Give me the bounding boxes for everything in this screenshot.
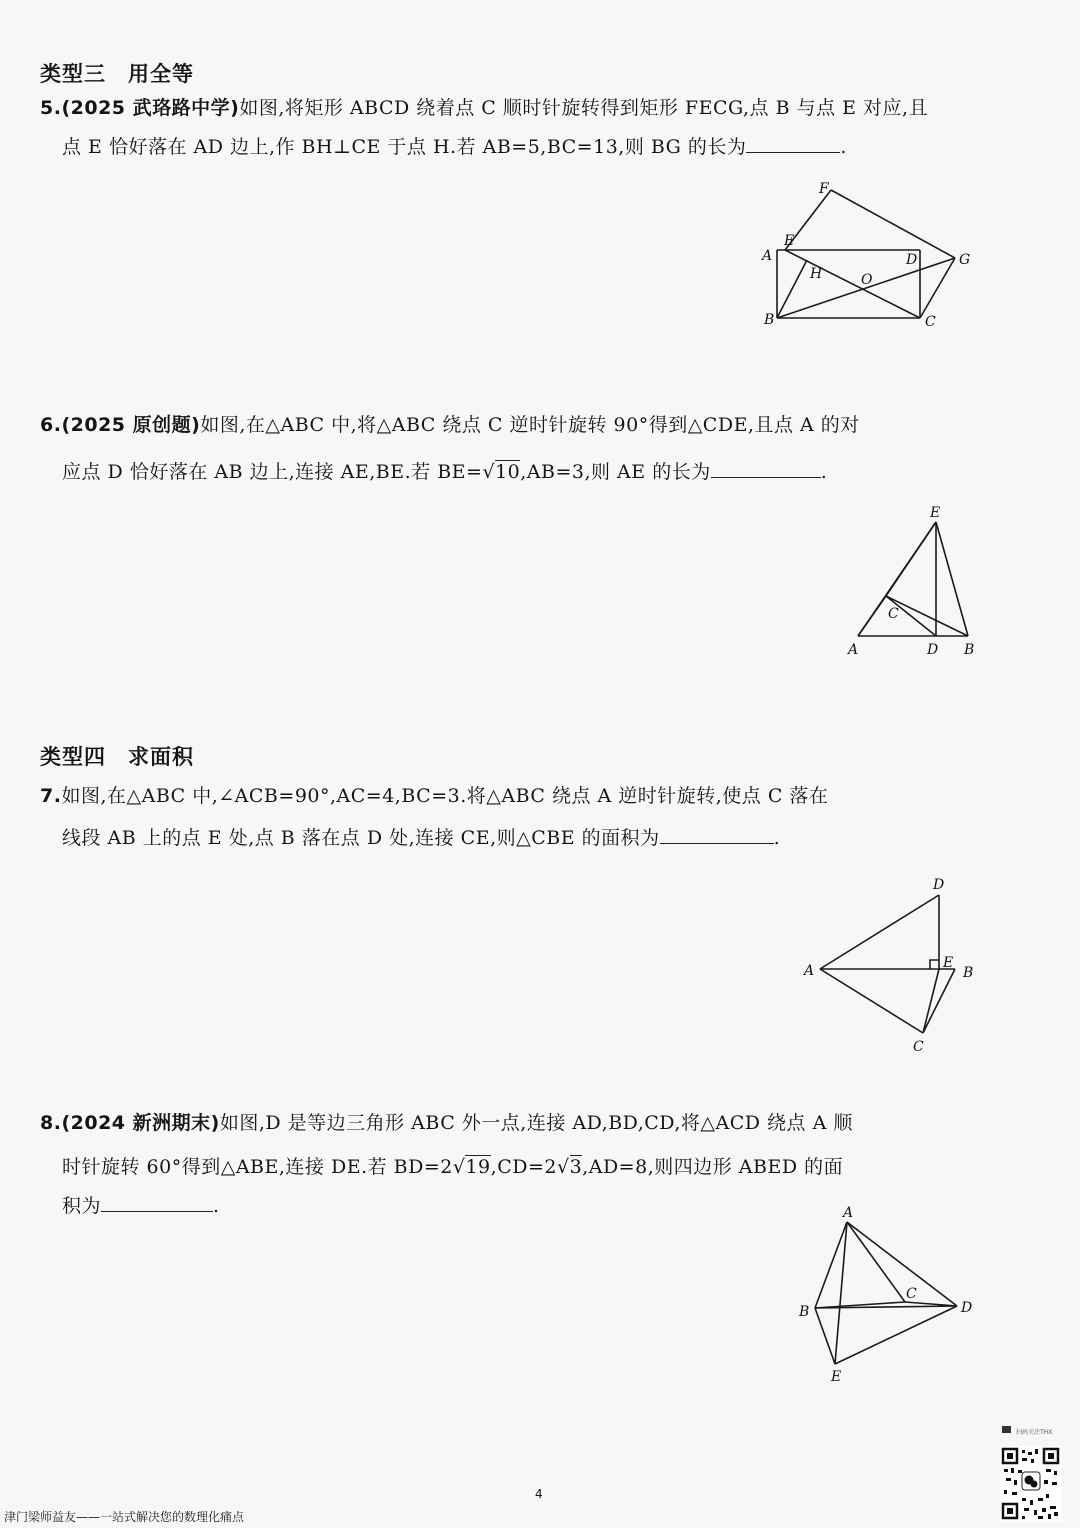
period: . — [820, 461, 828, 483]
q5-line1 — [40, 96, 928, 120]
question-source: (2025 原创题) — [61, 414, 201, 436]
q5-text-line1: 如图,将矩形 ABCD 绕着点 C 顺时针旋转得到矩形 FECG,点 B 与点 E 对应,且 — [239, 97, 929, 119]
label-D: D — [906, 252, 918, 268]
q8-text-line1: 如图,D 是等边三角形 ABC 外一点,连接 AD,BD,CD,将△ACD 绕点 A 顺 — [219, 1112, 853, 1134]
section-label: 类型三 — [40, 62, 106, 86]
q8-text-line2c: ,CD=2 — [490, 1156, 557, 1178]
sqrt-radicand: 19 — [465, 1156, 491, 1178]
question-source: (2025 武珞路中学) — [61, 97, 240, 119]
label-D: D — [933, 877, 945, 893]
sqrt-sign: √ — [482, 461, 496, 483]
q8-text-line2e: ,AD=8,则四边形 ABED 的面 — [582, 1156, 844, 1178]
sqrt-sign: √ — [556, 1156, 570, 1178]
qr-caption: 扫码关注THX — [1016, 1429, 1053, 1436]
label-E: E — [943, 955, 954, 971]
sqrt-radicand: 3 — [569, 1156, 583, 1178]
period: . — [213, 1195, 220, 1217]
label-A: A — [804, 963, 815, 979]
question-number: 7. — [40, 785, 62, 807]
qr-code-icon — [1000, 1424, 1062, 1524]
q8-line2 — [62, 1155, 843, 1179]
q6-text-line2c: ,AB=3,则 AE 的长为 — [520, 461, 711, 483]
label-E: E — [831, 1369, 842, 1385]
label-F: F — [819, 181, 829, 197]
label-G: G — [959, 252, 971, 268]
answer-blank[interactable] — [101, 1193, 213, 1212]
label-O: O — [861, 272, 873, 288]
label-B: B — [799, 1304, 810, 1320]
label-B: B — [963, 965, 974, 981]
q7-figure — [800, 875, 985, 1060]
label-C: C — [906, 1286, 917, 1302]
label-B: B — [964, 642, 975, 658]
label-E: E — [930, 505, 941, 521]
page-number: 4 — [535, 1487, 543, 1501]
question-source: (2024 新洲期末) — [61, 1112, 220, 1134]
q8-line1 — [40, 1111, 853, 1135]
section-title: 用全等 — [128, 62, 194, 86]
q7-line2 — [62, 825, 780, 850]
q6-line1 — [40, 413, 860, 437]
label-B: B — [764, 312, 775, 328]
q7-line1 — [40, 784, 828, 808]
q6-text-line1: 如图,在△ABC 中,将△ABC 绕点 C 逆时针旋转 90°得到△CDE,且点 A 的对 — [200, 414, 860, 436]
period: . — [840, 136, 847, 158]
q8-text-line3: 积为 — [62, 1195, 102, 1217]
q8-figure — [795, 1200, 985, 1390]
answer-blank[interactable] — [660, 825, 774, 844]
q6-line2 — [62, 459, 827, 484]
q8-line3 — [62, 1193, 220, 1218]
period: . — [773, 827, 781, 849]
q7-text-line1: 如图,在△ABC 中,∠ACB=90°,AC=4,BC=3.将△ABC 绕点 A 逆时针旋转,使点 C 落在 — [61, 785, 829, 807]
q5-line2 — [62, 134, 847, 159]
section-label: 类型四 — [40, 745, 106, 769]
q6-figure — [840, 500, 990, 665]
q6-text-line2a: 应点 D 恰好落在 AB 边上,连接 AE,BE.若 BE= — [62, 461, 483, 483]
label-C: C — [925, 314, 936, 330]
label-C: C — [888, 606, 899, 622]
section-heading-type4 — [40, 741, 194, 771]
q8-text-line2a: 时针旋转 60°得到△ABE,连接 DE.若 BD=2 — [62, 1156, 453, 1178]
label-E: E — [784, 233, 795, 249]
section-heading-type3 — [40, 58, 194, 88]
label-A: A — [762, 248, 773, 264]
question-number: 6. — [40, 414, 62, 436]
label-C: C — [913, 1039, 924, 1055]
label-A: A — [848, 642, 859, 658]
question-number: 5. — [40, 97, 62, 119]
label-D: D — [927, 642, 939, 658]
label-A: A — [843, 1205, 854, 1221]
sqrt-radicand: 10 — [495, 461, 521, 483]
answer-blank[interactable] — [711, 459, 821, 478]
footer-text: 津门梁师益友——一站式解决您的数理化痛点 — [4, 1510, 245, 1524]
section-title: 求面积 — [128, 745, 194, 769]
q5-text-line2: 点 E 恰好落在 AD 边上,作 BH⊥CE 于点 H.若 AB=5,BC=13,则 BG 的长为 — [62, 136, 747, 158]
question-number: 8. — [40, 1112, 62, 1134]
label-D: D — [961, 1300, 973, 1316]
q7-text-line2: 线段 AB 上的点 E 处,点 B 落在点 D 处,连接 CE,则△CBE 的面积为 — [62, 827, 660, 849]
q5-figure — [755, 178, 985, 338]
sqrt-sign: √ — [452, 1156, 466, 1178]
answer-blank[interactable] — [746, 134, 840, 153]
label-H: H — [810, 266, 823, 282]
